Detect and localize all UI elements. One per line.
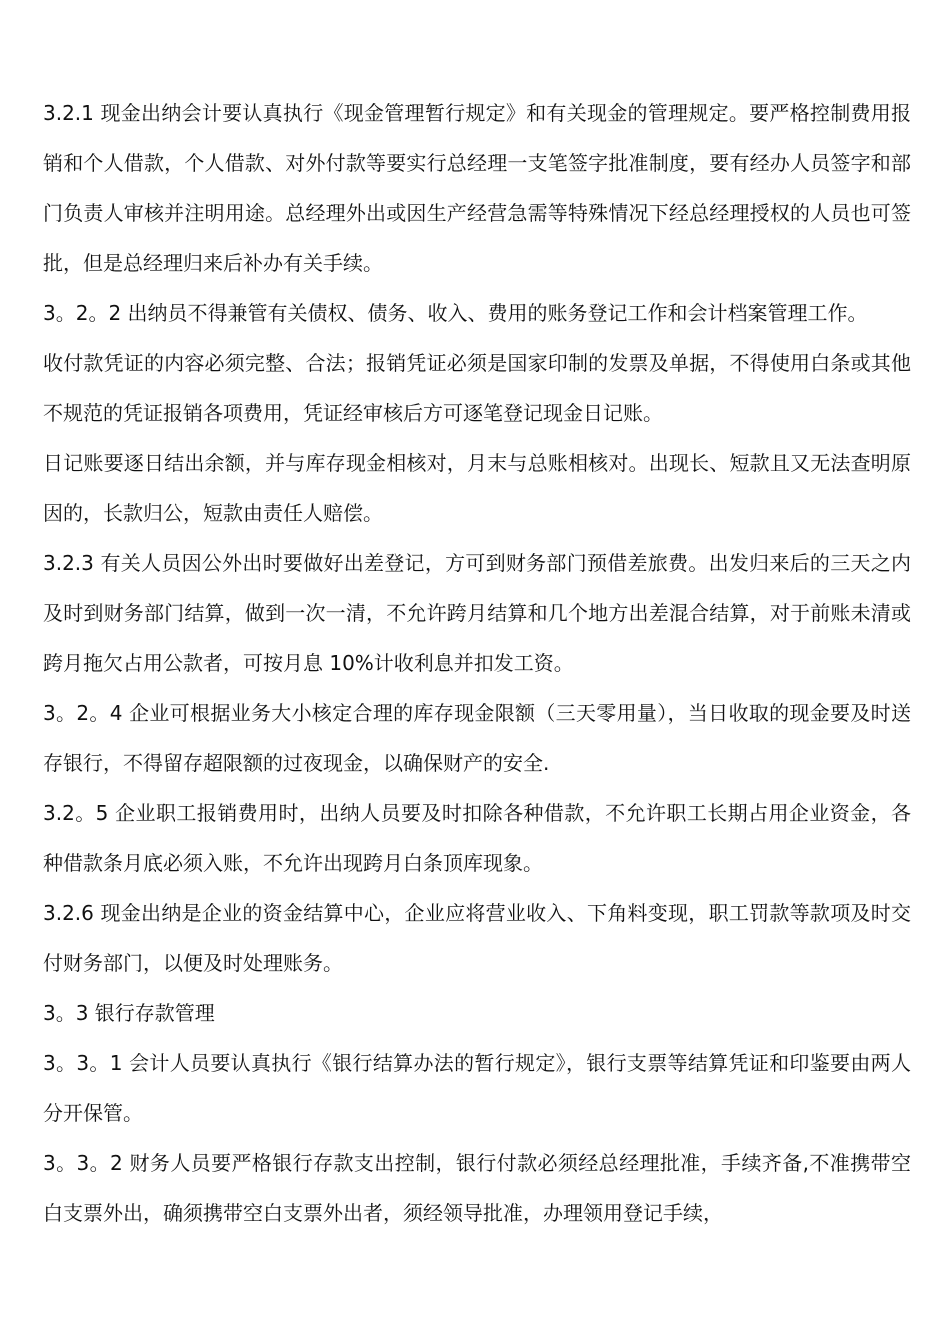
paragraph-3-2-3: 3.2.3 有关人员因公外出时要做好出差登记，方可到财务部门预借差旅费。出发归来后的三天之内及时到财务部门结算，做到一次一清，不允许跨月结算和几个地方出差混合结算，对于前账未清或跨月拖欠占用公款者，可按月息 10%计收利息并扣发工资。 [43, 551, 911, 675]
paragraph-3-2-4: 3。2。4 企业可根据业务大小核定合理的库存现金限额（三天零用量），当日收取的现金要及时送存银行，不得留存超限额的过夜现金，以确保财产的安全. [43, 701, 911, 775]
paragraph-3-2-1: 3.2.1 现金出纳会计要认真执行《现金管理暂行规定》和有关现金的管理规定。要严格控制费用报销和个人借款，个人借款、对外付款等要实行总经理一支笔签字批准制度，要有经办人员签字和部门负责人审核并注明用途。总经理外出或因生产经营急需等特殊情况下经总经理授权的人员也可签批，但是总经理归来后补办有关手续。 [43, 101, 911, 275]
paragraph-3-2-5: 3.2。5 企业职工报销费用时，出纳人员要及时扣除各种借款，不允许职工长期占用企业资金，各种借款条月底必须入账，不允许出现跨月白条顶库现象。 [43, 801, 911, 875]
paragraph-3-3-1: 3。3。1 会计人员要认真执行《银行结算办法的暂行规定》，银行支票等结算凭证和印鉴要由两人分开保管。 [43, 1051, 911, 1125]
paragraph-3-3-2: 3。3。2 财务人员要严格银行存款支出控制，银行付款必须经总经理批准，手续齐备,不准携带空白支票外出，确须携带空白支票外出者，须经领导批准，办理领用登记手续， [43, 1151, 911, 1225]
paragraph-journal-rules: 日记账要逐日结出余额，并与库存现金相核对，月末与总账相核对。出现长、短款且又无法查明原因的，长款归公，短款由责任人赔偿。 [43, 451, 911, 525]
paragraph-3-2-2: 3。2。2 出纳员不得兼管有关债权、债务、收入、费用的账务登记工作和会计档案管理工作。 [43, 301, 868, 325]
section-heading-3-3: 3。3 银行存款管理 [43, 1001, 215, 1025]
document-body [43, 88, 911, 1238]
paragraph-3-2-6: 3.2.6 现金出纳是企业的资金结算中心，企业应将营业收入、下角料变现，职工罚款等款项及时交付财务部门，以便及时处理账务。 [43, 901, 911, 975]
paragraph-voucher-rules: 收付款凭证的内容必须完整、合法；报销凭证必须是国家印制的发票及单据，不得使用白条或其他不规范的凭证报销各项费用，凭证经审核后方可逐笔登记现金日记账。 [43, 351, 911, 425]
